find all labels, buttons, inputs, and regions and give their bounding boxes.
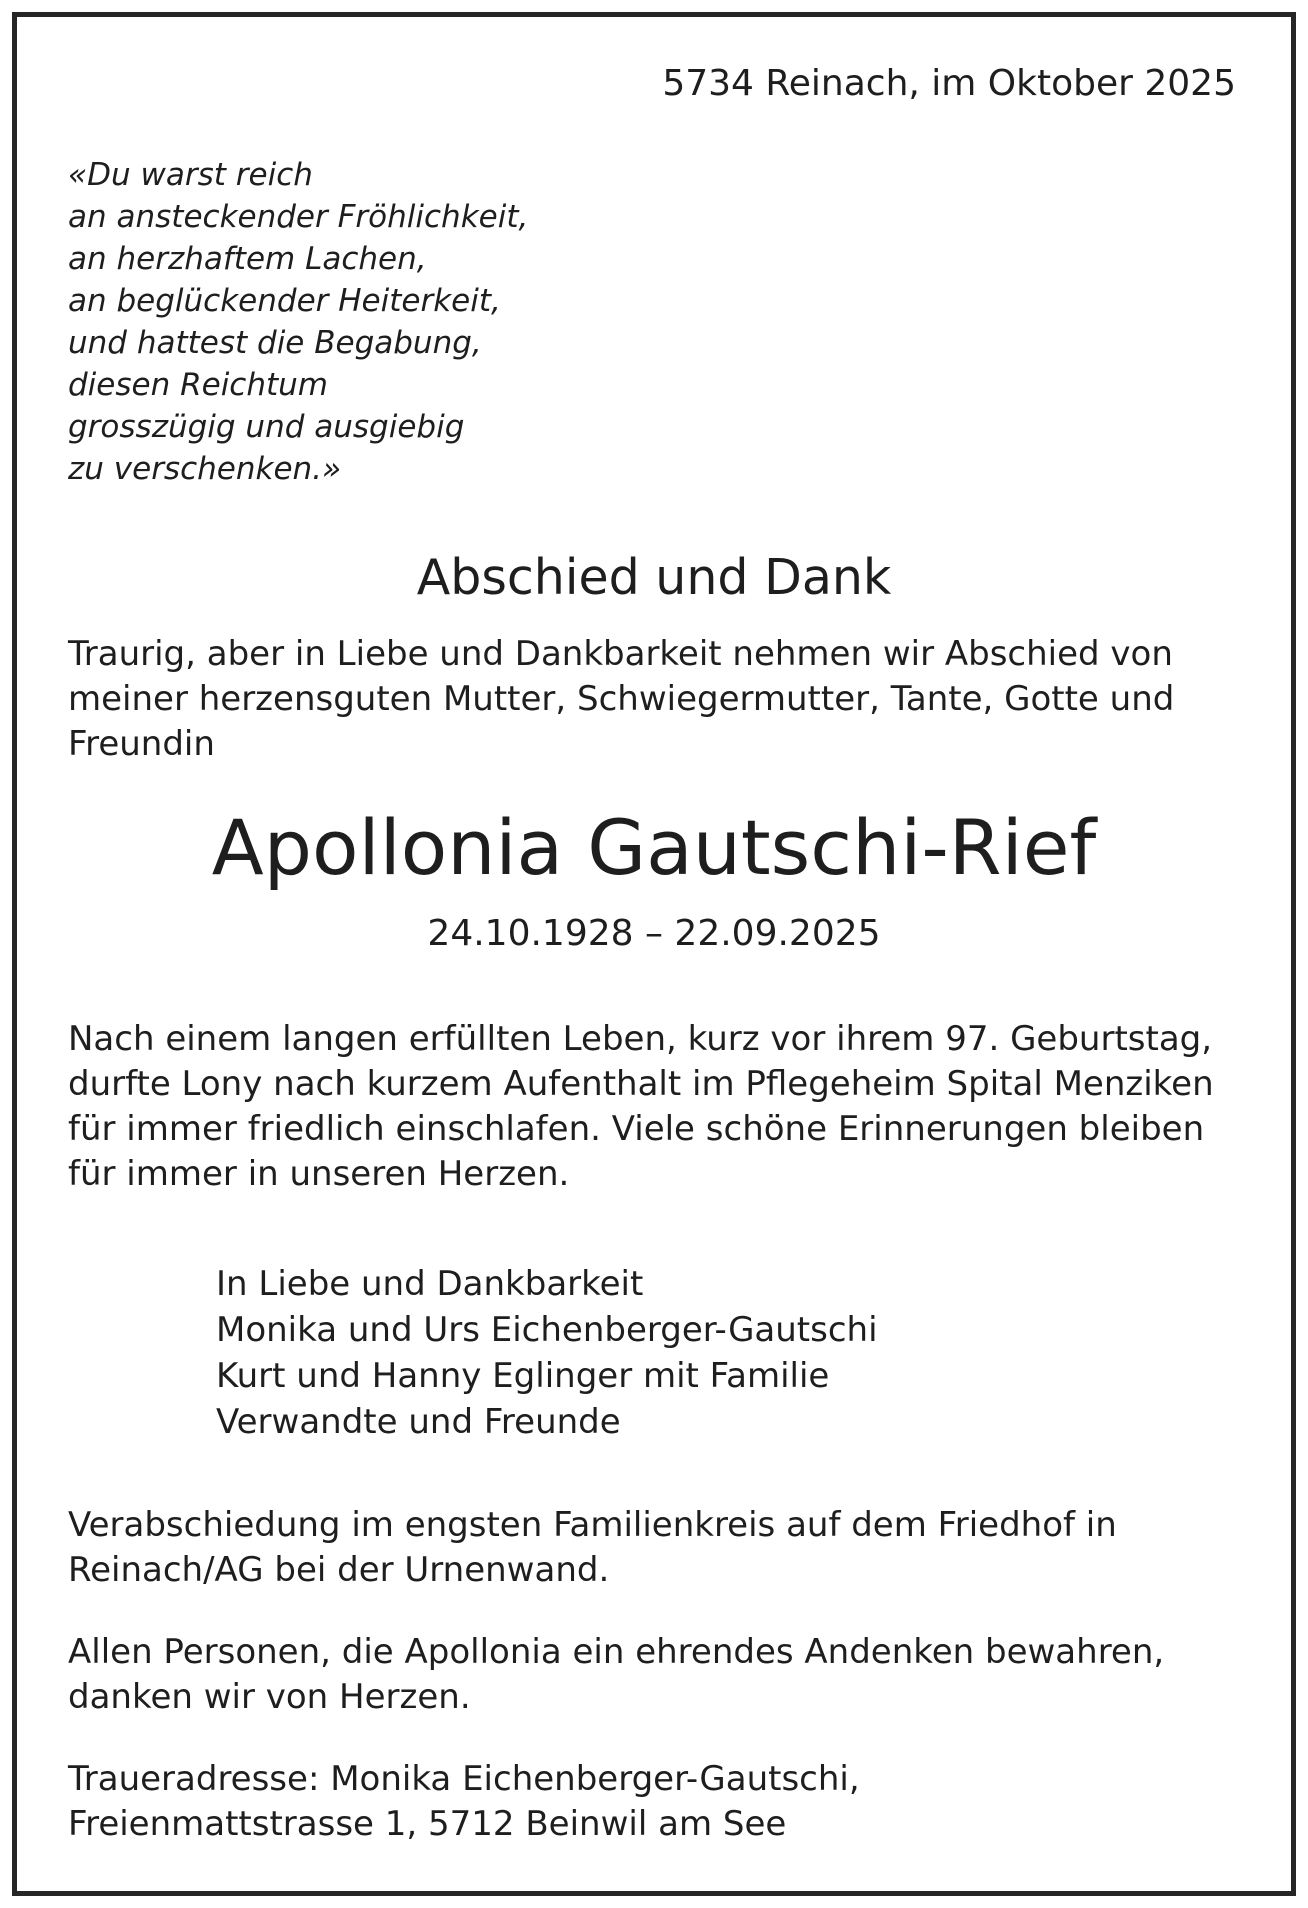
- mourner-line: Monika und Urs Eichenberger-Gautschi: [216, 1310, 878, 1350]
- quote-line: diesen Reichtum: [68, 367, 329, 403]
- life-line: für immer in unseren Herzen.: [68, 1154, 570, 1194]
- address-line: Freienmattstrasse 1, 5712 Beinwil am See: [68, 1804, 787, 1844]
- quote-line: an beglückender Heiterkeit,: [68, 283, 501, 319]
- memorial-quote: [68, 154, 528, 490]
- life-line: Nach einem langen erfüllten Leben, kurz vor ihrem 97. Geburtstag,: [68, 1019, 1213, 1059]
- life-dates: 24.10.1928 – 22.09.2025: [427, 913, 881, 954]
- thanks-line: danken wir von Herzen.: [68, 1677, 471, 1717]
- intro-line: meiner herzensguten Mutter, Schwiegermutter, Tante, Gotte und: [68, 679, 1175, 719]
- life-paragraph: [68, 1017, 1214, 1197]
- quote-line: an ansteckender Fröhlichkeit,: [68, 199, 529, 235]
- place-date: 5734 Reinach, im Oktober 2025: [662, 63, 1236, 104]
- intro-paragraph: [68, 632, 1174, 767]
- mourner-line: Kurt und Hanny Eglinger mit Familie: [216, 1356, 830, 1396]
- quote-line: und hattest die Begabung,: [68, 325, 482, 361]
- notice-heading: Abschied und Dank: [416, 549, 892, 606]
- mourners-list: [216, 1261, 878, 1445]
- ceremony-line: Reinach/AG bei der Urnenwand.: [68, 1550, 610, 1590]
- thanks-line: Allen Personen, die Apollonia ein ehrendes Andenken bewahren,: [68, 1632, 1165, 1672]
- quote-line: zu verschenken.»: [68, 451, 342, 487]
- life-line: durfte Lony nach kurzem Aufenthalt im Pflegeheim Spital Menziken: [68, 1064, 1214, 1104]
- mourner-line: Verwandte und Freunde: [216, 1402, 621, 1442]
- intro-line: Freundin: [68, 724, 215, 764]
- ceremony-paragraph: [68, 1503, 1117, 1593]
- intro-line: Traurig, aber in Liebe und Dankbarkeit nehmen wir Abschied von: [68, 634, 1173, 674]
- life-line: für immer friedlich einschlafen. Viele schöne Erinnerungen bleiben: [68, 1109, 1205, 1149]
- mourning-address: [68, 1757, 860, 1847]
- quote-line: «Du warst reich: [68, 157, 313, 193]
- ceremony-line: Verabschiedung im engsten Familienkreis auf dem Friedhof in: [68, 1505, 1117, 1545]
- mourner-line: In Liebe und Dankbarkeit: [216, 1264, 644, 1304]
- thanks-paragraph: [68, 1630, 1164, 1720]
- address-line: Traueradresse: Monika Eichenberger-Gautschi,: [68, 1759, 860, 1799]
- quote-line: an herzhaftem Lachen,: [68, 241, 427, 277]
- quote-line: grosszügig und ausgiebig: [68, 409, 465, 445]
- deceased-name: Apollonia Gautschi-Rief: [211, 803, 1097, 892]
